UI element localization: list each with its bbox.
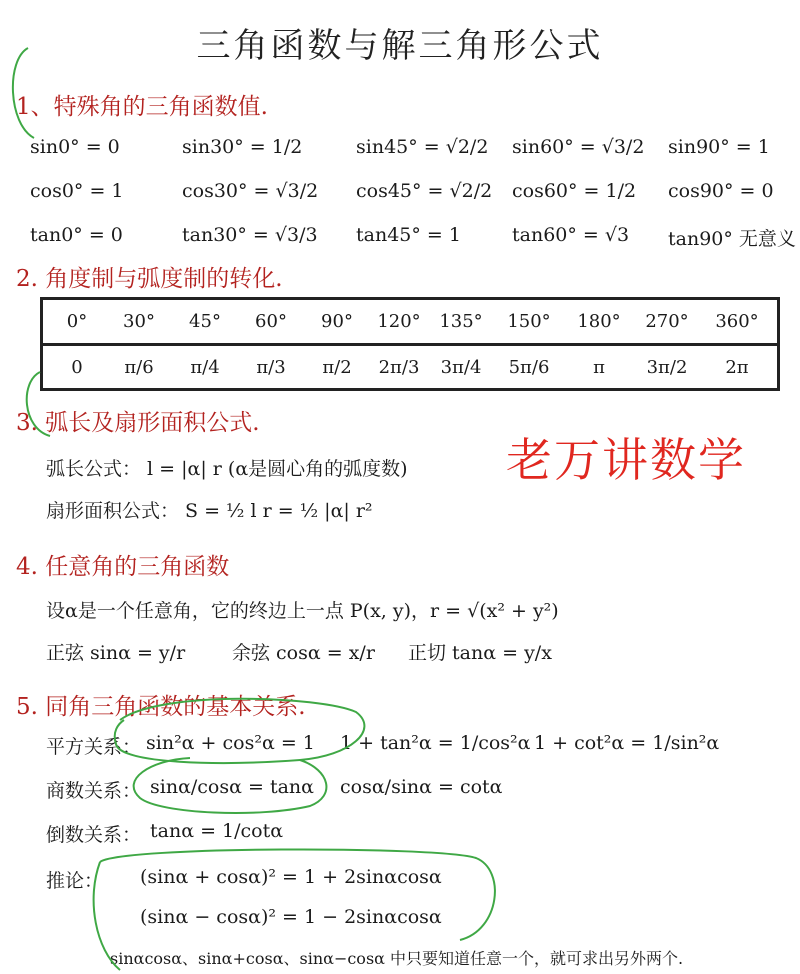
highlight-bracket-section1: [13, 48, 34, 138]
section-heading-any-angle: 4. 任意角的三角函数: [16, 554, 230, 580]
radian-cell: 3π/4: [440, 357, 482, 378]
sector-area-formula: 扇形面积公式： S = ½ l r = ½ |α| r²: [46, 500, 373, 522]
section-heading-special-values: 1、特殊角的三角函数值.: [16, 94, 268, 120]
quotient-relation-label: 商数关系：: [46, 780, 142, 802]
radian-cell: 5π/6: [508, 357, 550, 378]
highlight-bracket-section3: [27, 372, 50, 436]
degree-cell: 150°: [507, 311, 551, 332]
section-heading-angle-conversion: 2. 角度制与弧度制的转化.: [16, 266, 283, 292]
sin-value: sin30° = 1/2: [182, 136, 303, 158]
square-relation-formula: 1 + tan²α = 1/cos²α: [340, 732, 531, 754]
highlight-oval-square: [115, 699, 365, 763]
radian-cell: 0: [71, 357, 83, 378]
cos-value: cos45° = √2/2: [356, 180, 493, 202]
degree-cell: 360°: [715, 311, 759, 332]
degree-cell: 30°: [123, 311, 155, 332]
sine-definition: 正弦 sinα = y/r: [46, 642, 186, 664]
degree-cell: 120°: [377, 311, 421, 332]
tan-value: tan30° = √3/3: [182, 224, 318, 246]
degree-cell: 45°: [189, 311, 221, 332]
quotient-relation-formula: sinα/cosα = tanα: [150, 776, 314, 798]
radian-cell: π/4: [190, 357, 220, 378]
cos-value: cos90° = 0: [668, 180, 774, 202]
degree-cell: 90°: [321, 311, 353, 332]
watermark-label: 老万讲数学: [506, 433, 746, 487]
square-relation-formula: sin²α + cos²α = 1: [146, 732, 315, 754]
sin-value: sin45° = √2/2: [356, 136, 489, 158]
square-relation-formula: 1 + cot²α = 1/sin²α: [534, 732, 720, 754]
radian-cell: π: [593, 357, 605, 378]
degree-cell: 0°: [66, 311, 88, 332]
degree-cell: 60°: [255, 311, 287, 332]
radian-cell: 3π/2: [646, 357, 688, 378]
tan-value: tan90° 无意义: [668, 228, 796, 250]
radian-cell: 2π: [725, 357, 749, 378]
section-heading-same-angle-relations: 5. 同角三角函数的基本关系.: [16, 694, 306, 720]
inference-formula: (sinα − cosα)² = 1 − 2sinαcosα: [140, 906, 442, 928]
degree-cell: 135°: [439, 311, 483, 332]
reciprocal-relation-label: 倒数关系：: [46, 824, 142, 846]
sin-value: sin90° = 1: [668, 136, 770, 158]
highlight-oval-quotient: [134, 758, 327, 813]
cosine-definition: 余弦 cosα = x/r: [232, 642, 375, 664]
page-title: 三角函数与解三角形公式: [196, 26, 604, 66]
quotient-relation-formula: cosα/sinα = cotα: [340, 776, 503, 798]
tan-value: tan45° = 1: [356, 224, 461, 246]
arc-length-formula: 弧长公式： l = |α| r (α是圆心角的弧度数): [46, 458, 408, 480]
inference-label: 推论：: [46, 870, 104, 892]
cos-value: cos0° = 1: [30, 180, 124, 202]
radian-cell: 2π/3: [378, 357, 420, 378]
section-heading-arc-sector: 3. 弧长及扇形面积公式.: [16, 410, 260, 436]
radian-cell: π/6: [124, 357, 154, 378]
degree-cell: 180°: [577, 311, 621, 332]
radian-cell: π/3: [256, 357, 286, 378]
cos-value: cos30° = √3/2: [182, 180, 319, 202]
square-relation-label: 平方关系：: [46, 736, 142, 758]
reciprocal-relation-formula: tanα = 1/cotα: [150, 820, 284, 842]
sin-value: sin60° = √3/2: [512, 136, 645, 158]
tan-value: tan60° = √3: [512, 224, 630, 246]
any-angle-setup: 设α是一个任意角，它的终边上一点 P(x, y)，r = √(x² + y²): [46, 600, 559, 622]
inference-note: sinαcosα、sinα+cosα、sinα−cosα 中只要知道任意一个，就可求出另外两个.: [110, 949, 684, 968]
sin-value: sin0° = 0: [30, 136, 120, 158]
degree-cell: 270°: [645, 311, 689, 332]
radian-cell: π/2: [322, 357, 352, 378]
inference-formula: (sinα + cosα)² = 1 + 2sinαcosα: [140, 866, 442, 888]
tan-value: tan0° = 0: [30, 224, 123, 246]
tangent-definition: 正切 tanα = y/x: [408, 642, 552, 664]
cos-value: cos60° = 1/2: [512, 180, 637, 202]
highlight-oval-inference: [94, 849, 495, 970]
